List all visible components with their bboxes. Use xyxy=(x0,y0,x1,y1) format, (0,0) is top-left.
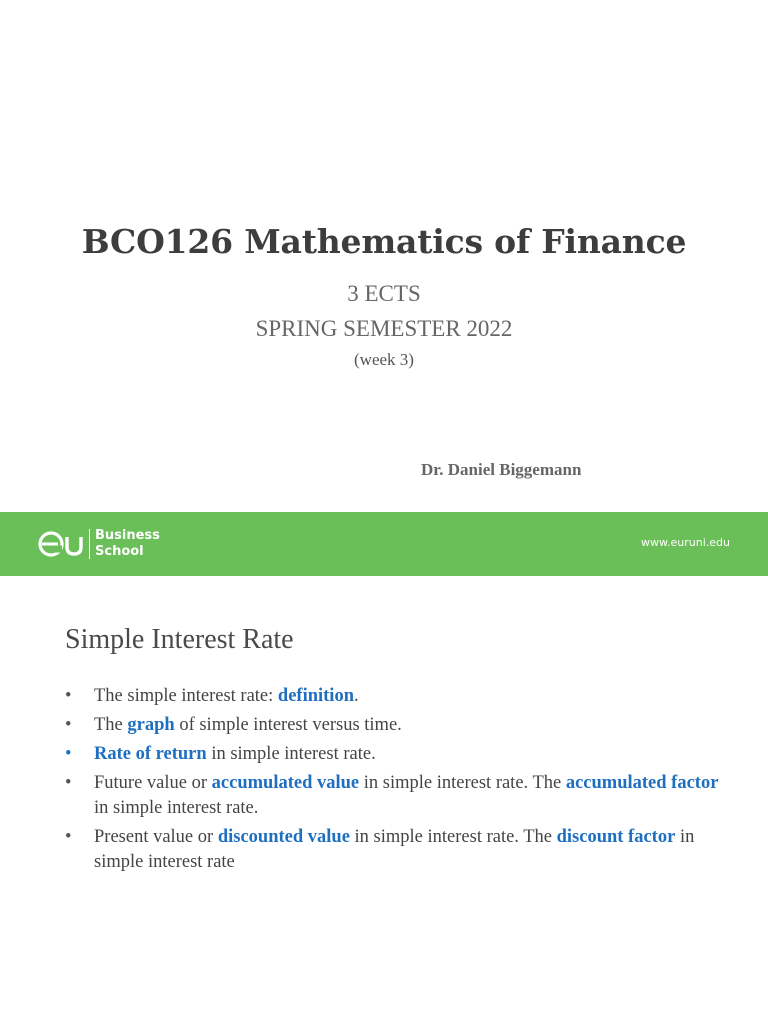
ects-label: 3 ECTS xyxy=(347,281,421,306)
keyword: accumulated value xyxy=(211,773,360,793)
logo-line-school: School xyxy=(95,544,144,559)
bullet-icon: • xyxy=(65,773,72,793)
bullet-text: . xyxy=(354,686,359,706)
website-link[interactable]: www.euruni.edu xyxy=(641,536,730,549)
logo-line-business: Business xyxy=(95,528,160,543)
bullet-text: Future value or xyxy=(94,773,212,793)
bullet-text: The xyxy=(94,715,128,735)
bullet-text: of simple interest versus time. xyxy=(174,715,402,735)
keyword: definition xyxy=(277,686,354,706)
list-item xyxy=(65,825,725,875)
bullet-icon: • xyxy=(65,686,72,706)
keyword: graph xyxy=(127,715,175,735)
logo-wordmark xyxy=(95,528,160,560)
week-label: (week 3) xyxy=(354,350,414,369)
content-slide xyxy=(0,576,768,1024)
bullet-text: in simple interest rate. The xyxy=(349,827,557,847)
bullet-text: in simple interest rate. xyxy=(94,798,259,818)
bullet-icon: • xyxy=(65,715,72,735)
keyword: discount factor xyxy=(556,827,676,847)
bullet-text: in simple interest rate. xyxy=(206,744,376,764)
bullet-list xyxy=(65,684,725,879)
brand-band xyxy=(0,512,768,576)
bullet-text: in simple interest rate. The xyxy=(359,773,566,793)
bullet-icon: • xyxy=(65,827,72,847)
semester-label: SPRING SEMESTER 2022 xyxy=(255,316,513,341)
list-item xyxy=(65,771,725,821)
eu-logo-icon xyxy=(37,528,87,560)
bullet-icon: • xyxy=(65,744,72,764)
list-item xyxy=(65,742,725,767)
keyword: discounted value xyxy=(217,827,350,847)
bullet-text: Present value or xyxy=(94,827,218,847)
slide-heading: Simple Interest Rate xyxy=(65,624,294,655)
list-item xyxy=(65,713,725,738)
keyword: Rate of return xyxy=(94,744,207,764)
keyword: accumulated factor xyxy=(565,773,719,793)
course-title: BCO126 Mathematics of Finance xyxy=(81,222,687,261)
bullet-text: The simple interest rate: xyxy=(94,686,278,706)
logo-divider xyxy=(89,529,90,559)
bullet-text: in simple interest rate xyxy=(94,827,695,872)
list-item xyxy=(65,684,725,709)
author-name: Dr. Daniel Biggemann xyxy=(421,460,582,479)
